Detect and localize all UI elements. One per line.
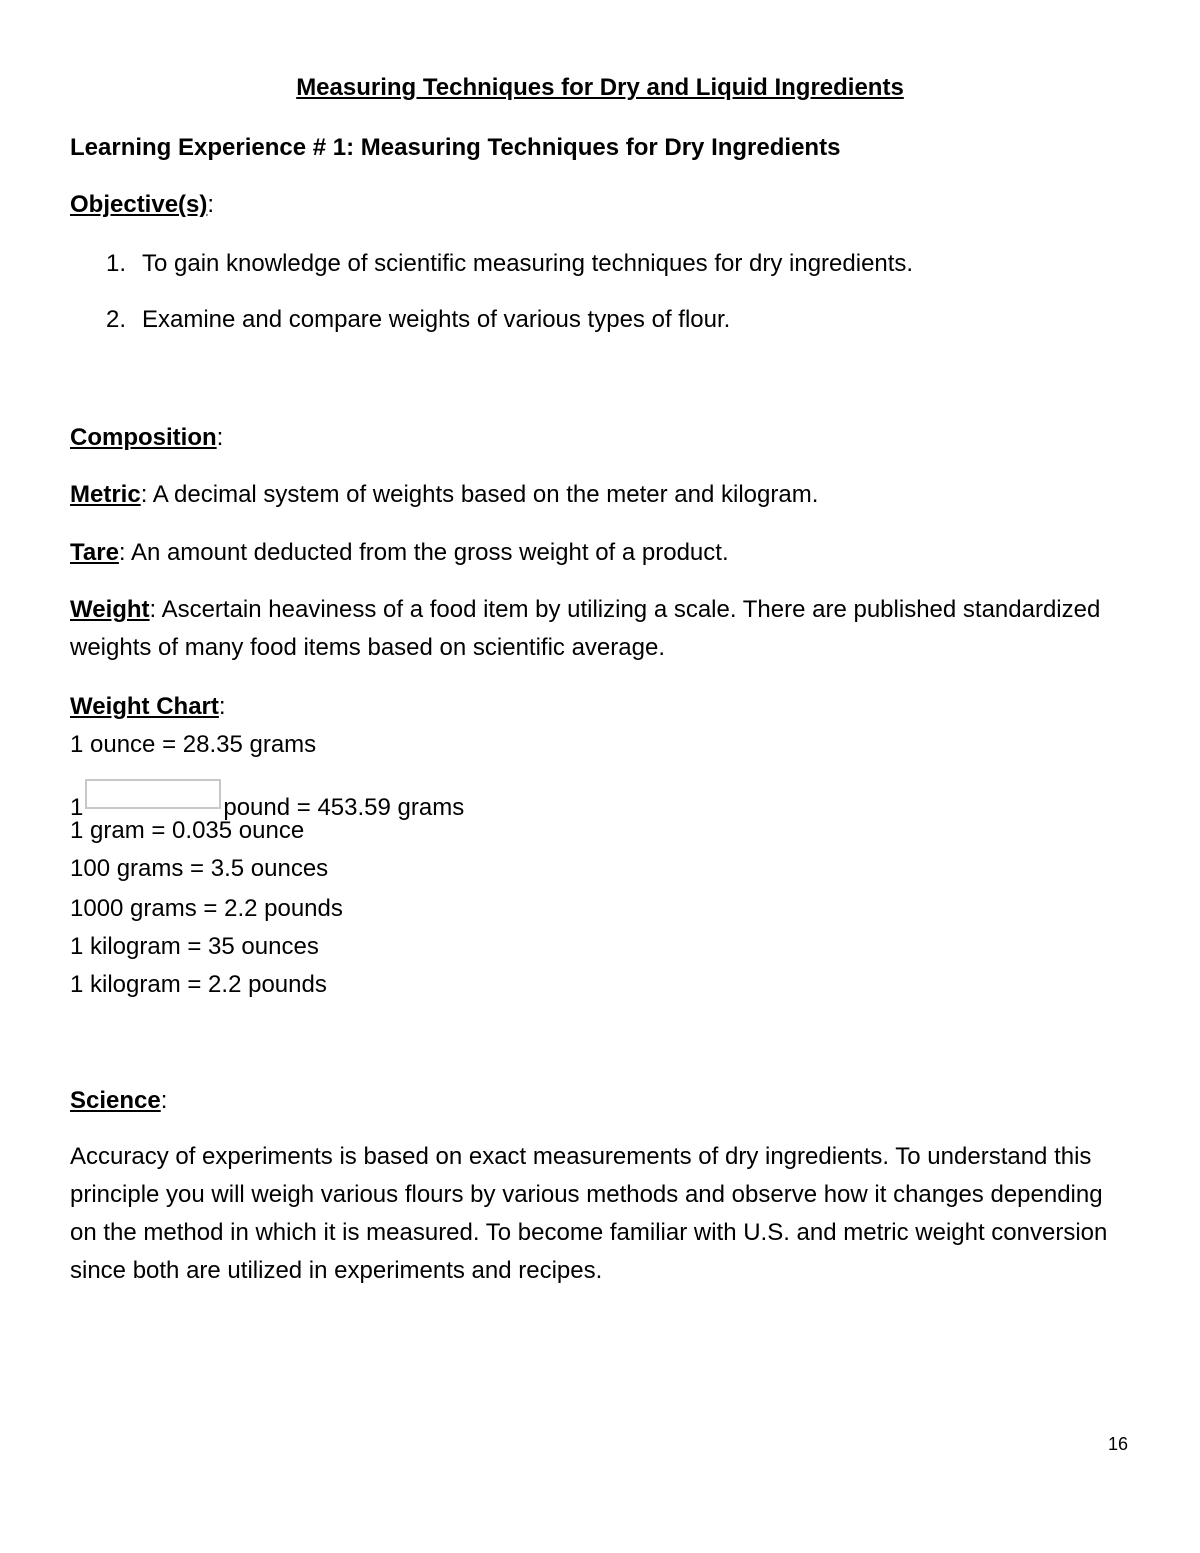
weight-chart-row-prefix: 1 (70, 794, 84, 821)
page-number: 16 (1108, 1434, 1129, 1454)
weight-chart-heading: Weight Chart: (70, 693, 226, 720)
objective-number: 2. (106, 306, 127, 333)
weight-chart-row: 1 kilogram = 2.2 pounds (70, 971, 327, 998)
definition-term: Weight (70, 596, 150, 623)
definition-metric: Metric: A decimal system of weights based on the meter and kilogram. (70, 481, 819, 508)
weight-chart-row: 1 kilogram = 35 ounces (70, 933, 319, 960)
weight-chart-row: 1000 grams = 2.2 pounds (70, 895, 343, 922)
definition-term: Metric (70, 481, 141, 508)
definition-weight: Weight: Ascertain heaviness of a food item by utilizing a scale. There are published standardized weights of many food items based on scientific average. (70, 596, 1101, 661)
weight-chart-row: 1 gram = 0.035 ounce (70, 817, 305, 844)
objective-item-1 (106, 250, 913, 278)
page-title: Measuring Techniques for Dry and Liquid Ingredients (296, 74, 904, 101)
definition-text: A decimal system of weights based on the meter and kilogram. (147, 481, 819, 508)
definition-term: Tare (70, 539, 119, 566)
science-heading-label: Science (70, 1087, 161, 1114)
composition-heading: Composition: (70, 424, 224, 451)
objective-number: 1. (106, 250, 127, 277)
definition-text: An amount deducted from the gross weight of a product. (125, 539, 729, 566)
composition-heading-label: Composition (70, 424, 217, 451)
definition-tare: Tare: An amount deducted from the gross weight of a product. (70, 539, 729, 566)
weight-chart-row: 1 ounce = 28.35 grams (70, 731, 317, 758)
weight-chart-row (70, 779, 464, 822)
definition-text: Ascertain heaviness of a food item by utilizing a scale. There are published standardized weights of many food items based on scientific average. (70, 596, 1101, 661)
objective-text: Examine and compare weights of various types of flour. (142, 306, 731, 333)
learning-experience-heading: Learning Experience # 1: Measuring Techniques for Dry Ingredients (70, 134, 841, 161)
science-heading: Science: (70, 1087, 168, 1114)
weight-chart-heading-label: Weight Chart (70, 693, 219, 720)
weight-chart-row: 100 grams = 3.5 ounces (70, 855, 329, 882)
objectives-heading: Objective(s): (70, 191, 215, 218)
embedded-text-box[interactable] (85, 779, 221, 809)
science-paragraph: Accuracy of experiments is based on exact measurements of dry ingredients. To understand this principle you will weigh various flours by various methods and observe how it changes depending on the method in which it is measured. To become familiar with U.S. and metric weight conversion since both are utilized in experiments and recipes. (70, 1143, 1108, 1284)
objective-text: To gain knowledge of scientific measuring techniques for dry ingredients. (142, 250, 914, 277)
objective-item-2 (106, 306, 730, 334)
objectives-heading-label: Objective(s) (70, 191, 208, 218)
weight-chart-row-suffix: pound = 453.59 grams (223, 794, 465, 821)
